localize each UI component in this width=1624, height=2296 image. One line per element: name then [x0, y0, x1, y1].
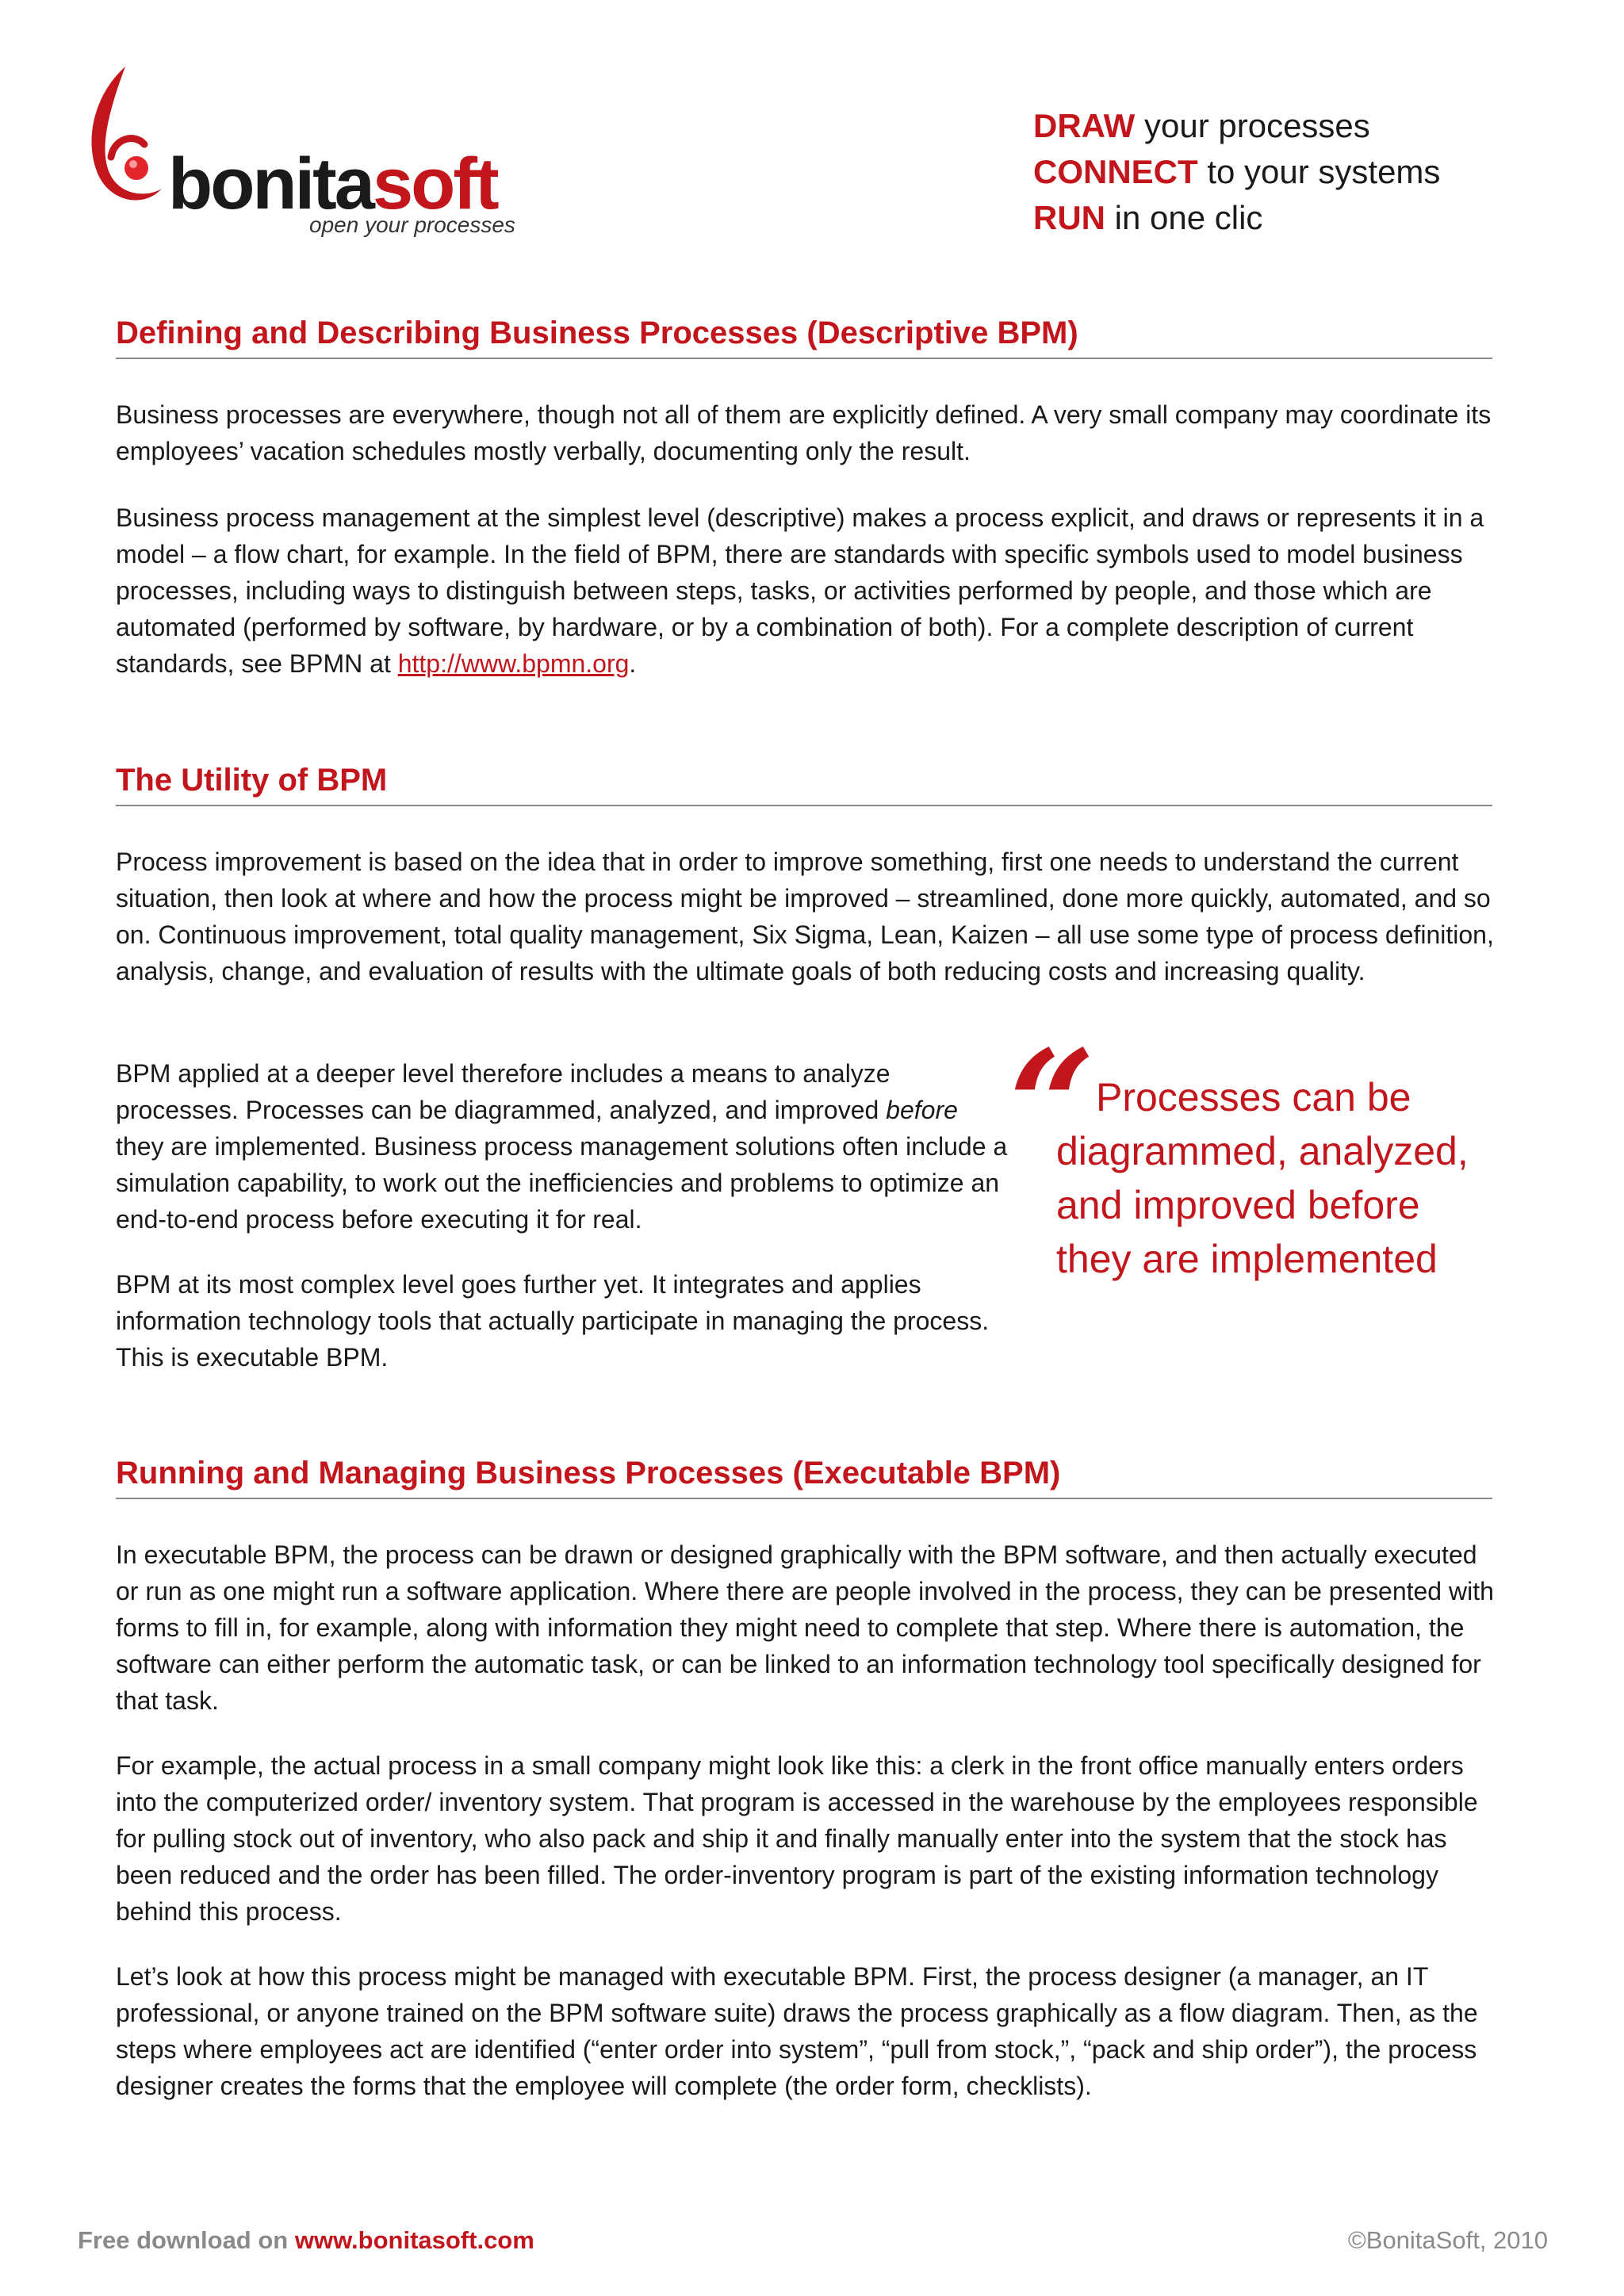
- utility-paragraph-2-end: they are implemented. Business process management solutions often include a simulation capability, to work out the inefficiencies and problems to optimize an end-to-end process before executing it for real.: [116, 1132, 1008, 1234]
- descriptive-paragraph-2-text: Business process management at the simplest level (descriptive) makes a process explicit, and draws or represents it in a model – a flow chart, for example. In the field of BPM, there are standards with specific symbols used to model business processes, including ways to distinguish between steps, tasks, or activities performed by people, and those which are automated (performed by software, by hardware, or by a combination of both). For a complete description of current standards, see BPMN at: [116, 503, 1484, 678]
- pull-quote-line: diagrammed, analyzed,: [1056, 1129, 1469, 1173]
- section-title-executable: Running and Managing Business Processes (Executable BPM): [116, 1456, 1492, 1499]
- utility-paragraph-2-start: BPM applied at a deeper level therefore includes a means to analyze processes. Processes can be diagrammed, analyzed, and improved: [116, 1059, 891, 1124]
- header-slogan: [1033, 103, 1440, 241]
- logo-wordmark: [168, 144, 497, 224]
- pull-quote: [1056, 1070, 1500, 1286]
- slogan-line-connect: [1033, 149, 1440, 195]
- footer-site-link[interactable]: www.bonitasoft.com: [294, 2226, 534, 2254]
- pull-quote-line: Processes can be: [1096, 1075, 1411, 1119]
- executable-paragraph-3: Let’s look at how this process might be managed with executable BPM. First, the process designer (a manager, an IT professional, or anyone trained on the BPM software suite) draws the process graphically as a flow diagram. Then, as the steps where employees act are identified (“enter order into system”, “pull from stock,”, “pack and ship order”), the process designer creates the forms that the employee will complete (the order form, checklists).: [116, 1962, 1478, 2100]
- footer-download-label: Free download on: [78, 2226, 295, 2254]
- utility-paragraph-2-emphasis: before: [886, 1096, 958, 1124]
- bpmn-link[interactable]: http://www.bpmn.org: [397, 649, 630, 678]
- logo-word-part2: soft: [372, 144, 497, 224]
- section-title-utility: The Utility of BPM: [116, 763, 1492, 806]
- utility-paragraph-1: Process improvement is based on the idea that in order to improve something, first one needs to understand the current situation, then look at where and how the process might be improved – streamlined, done more quickly, automated, and so on. Continuous improvement, total quality management, Six Sigma, Lean, Kaizen – all use some type of process definition, analysis, change, and evaluation of results with the ultimate goals of both reducing costs and increasing quality.: [116, 848, 1494, 985]
- executable-paragraph-1: In executable BPM, the process can be drawn or designed graphically with the BPM software, and then actually executed or run as one might run a software application. Where there are people involved in the process, they can be presented with forms to fill in, for example, along with information they might need to complete that step. Where there is automation, the software can either perform the automatic task, or can be linked to an information technology tool specifically designed for that task.: [116, 1540, 1494, 1715]
- pull-quote-line: they are implemented: [1056, 1237, 1438, 1281]
- quote-mark-icon: “: [1009, 1017, 1096, 1194]
- descriptive-paragraph-2: [116, 499, 1496, 682]
- pull-quote-line: and improved before: [1056, 1183, 1420, 1227]
- bonitasoft-swirl-icon: [79, 62, 174, 220]
- logo-word-part1: bonita: [168, 144, 373, 224]
- slogan-keyword: RUN: [1033, 199, 1105, 236]
- slogan-keyword: DRAW: [1033, 107, 1136, 144]
- utility-paragraph-3: BPM at its most complex level goes further yet. It integrates and applies information technology tools that actually participate in managing the process. This is executable BPM.: [116, 1270, 990, 1372]
- footer-download: [78, 2226, 534, 2255]
- logo-tagline: open your processes: [309, 212, 515, 237]
- footer-copyright: ©BonitaSoft, 2010: [1347, 2226, 1548, 2254]
- utility-paragraph-2: [116, 1055, 1012, 1238]
- executable-paragraph-2: For example, the actual process in a small company might look like this: a clerk in the front office manually enters orders into the computerized order/ inventory system. That program is accessed in the warehouse by the employees responsible for pulling stock out of inventory, who also pack and ship it and finally manually enter into the system that the stock has been reduced and the order has been filled. The order-inventory program is part of the existing information technology behind this process.: [116, 1751, 1478, 1926]
- descriptive-paragraph-1: Business processes are everywhere, though not all of them are explicitly defined. A very small company may coordinate its employees’ vacation schedules mostly verbally, documenting only the result.: [116, 400, 1492, 465]
- section-title-descriptive: Defining and Describing Business Processes (Descriptive BPM): [116, 316, 1492, 359]
- slogan-rest: your processes: [1135, 107, 1370, 144]
- slogan-rest: to your systems: [1197, 153, 1441, 190]
- slogan-rest: in one clic: [1105, 199, 1263, 236]
- slogan-line-draw: [1033, 103, 1440, 149]
- bonitasoft-logo: [79, 62, 523, 252]
- slogan-keyword: CONNECT: [1033, 153, 1198, 190]
- slogan-line-run: [1033, 195, 1440, 241]
- descriptive-paragraph-2-end: .: [629, 649, 637, 678]
